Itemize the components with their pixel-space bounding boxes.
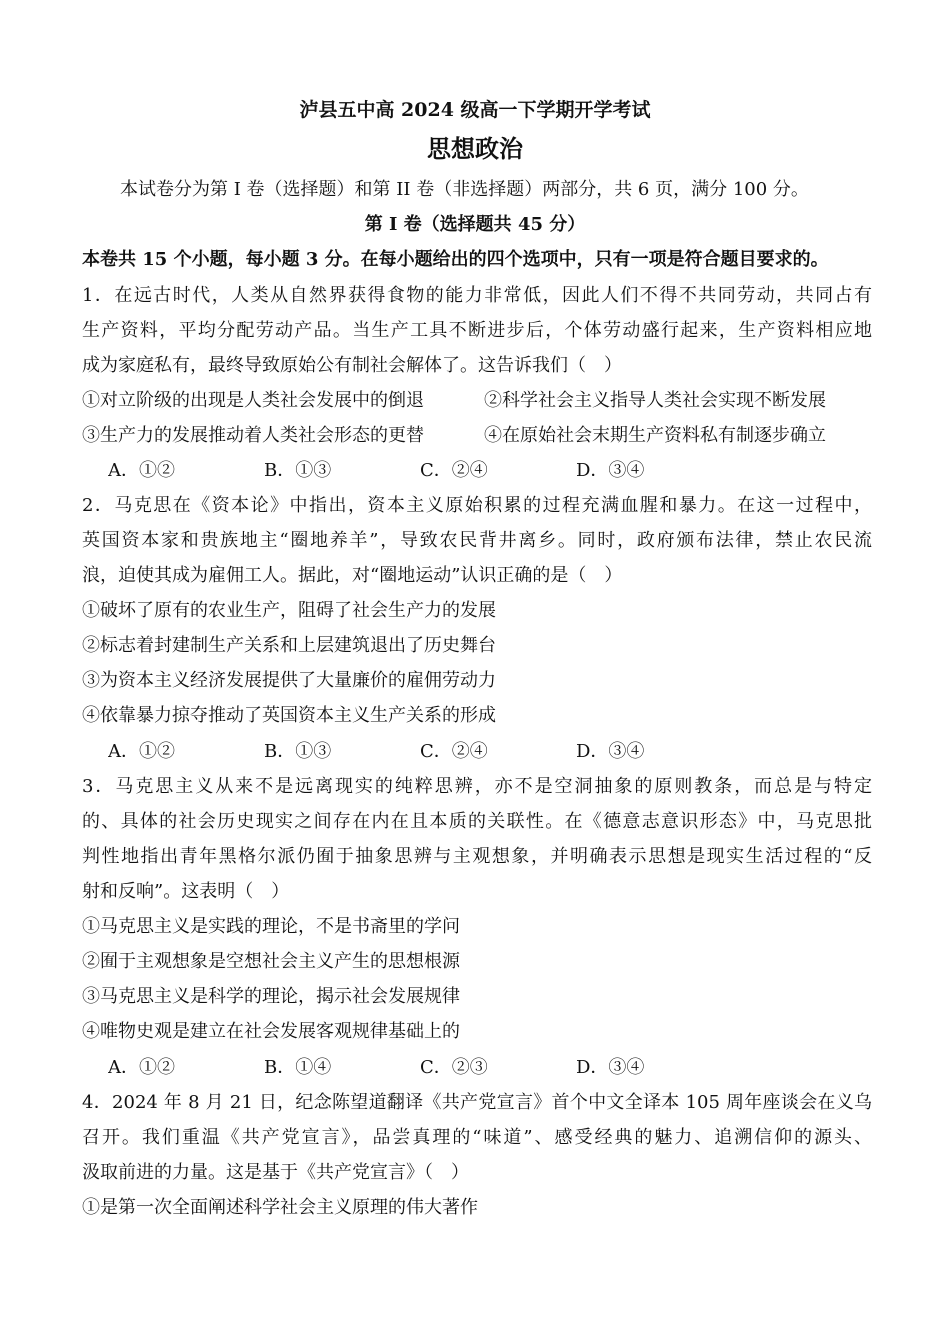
question-1-option-2: ②科学社会主义指导人类社会实现不断发展 <box>484 390 826 411</box>
question-3-answer-a: A．①② <box>108 1057 175 1078</box>
question-2-answer-c: C．②④ <box>420 741 488 762</box>
question-3-answer-d: D．③④ <box>576 1057 645 1078</box>
question-3-option-1: ①马克思主义是实践的理论，不是书斋里的学问 <box>82 916 460 937</box>
question-1-option-4: ④在原始社会末期生产资料私有制逐步确立 <box>484 425 826 446</box>
question-3-line-3: 判性地指出青年黑格尔派仍囿于抽象思辨与主观想象，并明确表示思想是现实生活过程的“反 <box>82 846 872 867</box>
question-3-line-2: 的、具体的社会历史现实之间存在内在且本质的关联性。在《德意志意识形态》中，马克思批 <box>82 811 872 832</box>
question-1-answer-c: C．②④ <box>420 460 488 481</box>
section-instruction: 本卷共 15 个小题，每小题 3 分。在每小题给出的四个选项中，只有一项是符合题目要求的。 <box>82 249 829 270</box>
question-3-line-4: 射和反响”。这表明（ ） <box>82 881 290 902</box>
question-1-line-3: 成为家庭私有，最终导致原始公有制社会解体了。这告诉我们（ ） <box>82 355 622 376</box>
question-2-line-1: 2．马克思在《资本论》中指出，资本主义原始积累的过程充满血腥和暴力。在这一过程中， <box>82 495 872 516</box>
question-2-option-4: ④依靠暴力掠夺推动了英国资本主义生产关系的形成 <box>82 705 496 726</box>
question-3-answer-b: B．①④ <box>264 1057 332 1078</box>
question-1-option-1: ①对立阶级的出现是人类社会发展中的倒退 <box>82 390 424 411</box>
question-1-answer-d: D．③④ <box>576 460 645 481</box>
question-2-line-3: 浪，迫使其成为雇佣工人。据此，对“圈地运动”认识正确的是（ ） <box>82 565 623 586</box>
question-3-answers <box>108 1056 898 1080</box>
question-3-option-2: ②囿于主观想象是空想社会主义产生的思想根源 <box>82 951 460 972</box>
exam-intro: 本试卷分为第 I 卷（选择题）和第 II 卷（非选择题）两部分，共 6 页，满分 100 分。 <box>120 179 809 200</box>
question-2-answers <box>108 740 898 764</box>
question-2-answer-a: A．①② <box>108 741 175 762</box>
question-3-option-4: ④唯物史观是建立在社会发展客观规律基础上的 <box>82 1021 460 1042</box>
section-heading: 第 I 卷（选择题共 45 分） <box>364 214 586 235</box>
question-2-line-2: 英国资本家和贵族地主“圈地养羊”，导致农民背井离乡。同时，政府颁布法律，禁止农民流 <box>82 530 872 551</box>
question-1-line-1: 1．在远古时代，人类从自然界获得食物的能力非常低，因此人们不得不共同劳动，共同占有 <box>82 285 872 306</box>
question-4-line-3: 汲取前进的力量。这是基于《共产党宣言》（ ） <box>82 1162 469 1183</box>
question-4-line-1: 4．2024 年 8 月 21 日，纪念陈望道翻译《共产党宣言》首个中文全译本 105 周年座谈会在义乌 <box>82 1092 872 1113</box>
question-3-option-3: ③马克思主义是科学的理论，揭示社会发展规律 <box>82 986 460 1007</box>
question-3-line-1: 3．马克思主义从来不是远离现实的纯粹思辨，亦不是空洞抽象的原则教条，而总是与特定 <box>82 776 872 797</box>
question-1-options-row-2 <box>82 424 872 448</box>
question-2-answer-b: B．①③ <box>264 741 332 762</box>
question-1-option-3: ③生产力的发展推动着人类社会形态的更替 <box>82 425 424 446</box>
question-2-option-1: ①破坏了原有的农业生产，阻碍了社会生产力的发展 <box>82 600 496 621</box>
question-2-answer-d: D．③④ <box>576 741 645 762</box>
question-2-option-2: ②标志着封建制生产关系和上层建筑退出了历史舞台 <box>82 635 496 656</box>
question-4-line-2: 召开。我们重温《共产党宣言》，品尝真理的“味道”、感受经典的魅力、追溯信仰的源头、 <box>82 1127 872 1148</box>
question-1-options-row-1 <box>82 389 872 413</box>
question-1-answer-b: B．①③ <box>264 460 332 481</box>
question-4-option-1: ①是第一次全面阐述科学社会主义原理的伟大著作 <box>82 1197 478 1218</box>
question-1-line-2: 生产资料，平均分配劳动产品。当生产工具不断进步后，个体劳动盛行起来，生产资料相应地 <box>82 320 872 341</box>
exam-title: 泸县五中高 2024 级高一下学期开学考试 <box>299 99 651 121</box>
question-1-answer-a: A．①② <box>108 460 175 481</box>
subject-title: 思想政治 <box>427 134 523 163</box>
question-2-option-3: ③为资本主义经济发展提供了大量廉价的雇佣劳动力 <box>82 670 496 691</box>
question-3-answer-c: C．②③ <box>420 1057 488 1078</box>
question-1-answers <box>108 459 898 483</box>
